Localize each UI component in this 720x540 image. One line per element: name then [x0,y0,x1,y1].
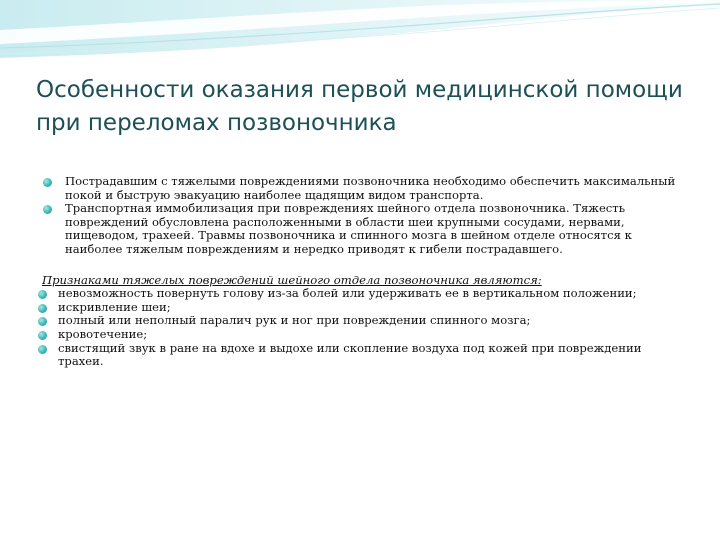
slide-title: Особенности оказания первой медицинской помощи при переломах позвоночника [36,77,683,136]
bullet-icon [38,290,47,299]
list-item [36,287,686,301]
header-wave-decoration [0,0,720,62]
list-item-text: свистящий звук в ране на вдохе и выдохе или скопление воздуха под кожей при повреждении трахеи. [58,340,642,369]
list-item-text: искривление шеи; [58,299,171,314]
list-item [36,328,686,342]
bullet-icon [38,317,47,326]
bullet-icon [43,205,52,214]
list-item [36,314,686,328]
list-item-text: Пострадавшим с тяжелыми повреждениями позвоночника необходимо обеспечить максимальный покой и быструю эвакуацию наиболее щадящим видом транспорта. [65,174,676,202]
signs-heading: Признаками тяжелых повреждений шейного отдела позвоночника являются: [42,272,542,287]
list-item-text: полный или неполный паралич рук и ног при повреждении спинного мозга; [58,313,531,328]
main-points-list [36,175,686,257]
signs-list [36,287,686,369]
slide-body [36,175,686,369]
bullet-icon [38,345,47,354]
list-item [36,301,686,315]
list-item [36,175,686,202]
list-item-text: невозможность повернуть голову из-за болей или удерживать ее в вертикальном положении; [58,286,637,301]
list-item-text: кровотечение; [58,326,148,341]
bullet-icon [38,331,47,340]
list-item [36,202,686,256]
bullet-icon [43,178,52,187]
list-item [36,342,686,369]
list-item-text: Транспортная иммобилизация при повреждениях шейного отдела позвоночника. Тяжесть повреждений обусловлена расположенными в области шеи крупными сосудами, нервами, пищеводом, трахеей. Травмы позвоночника и спинного мозга в шейном отделе относятся к наиболее тяжелым повреждениям и нередко приводят к гибели пострадавшего. [65,201,632,256]
bullet-icon [38,304,47,313]
